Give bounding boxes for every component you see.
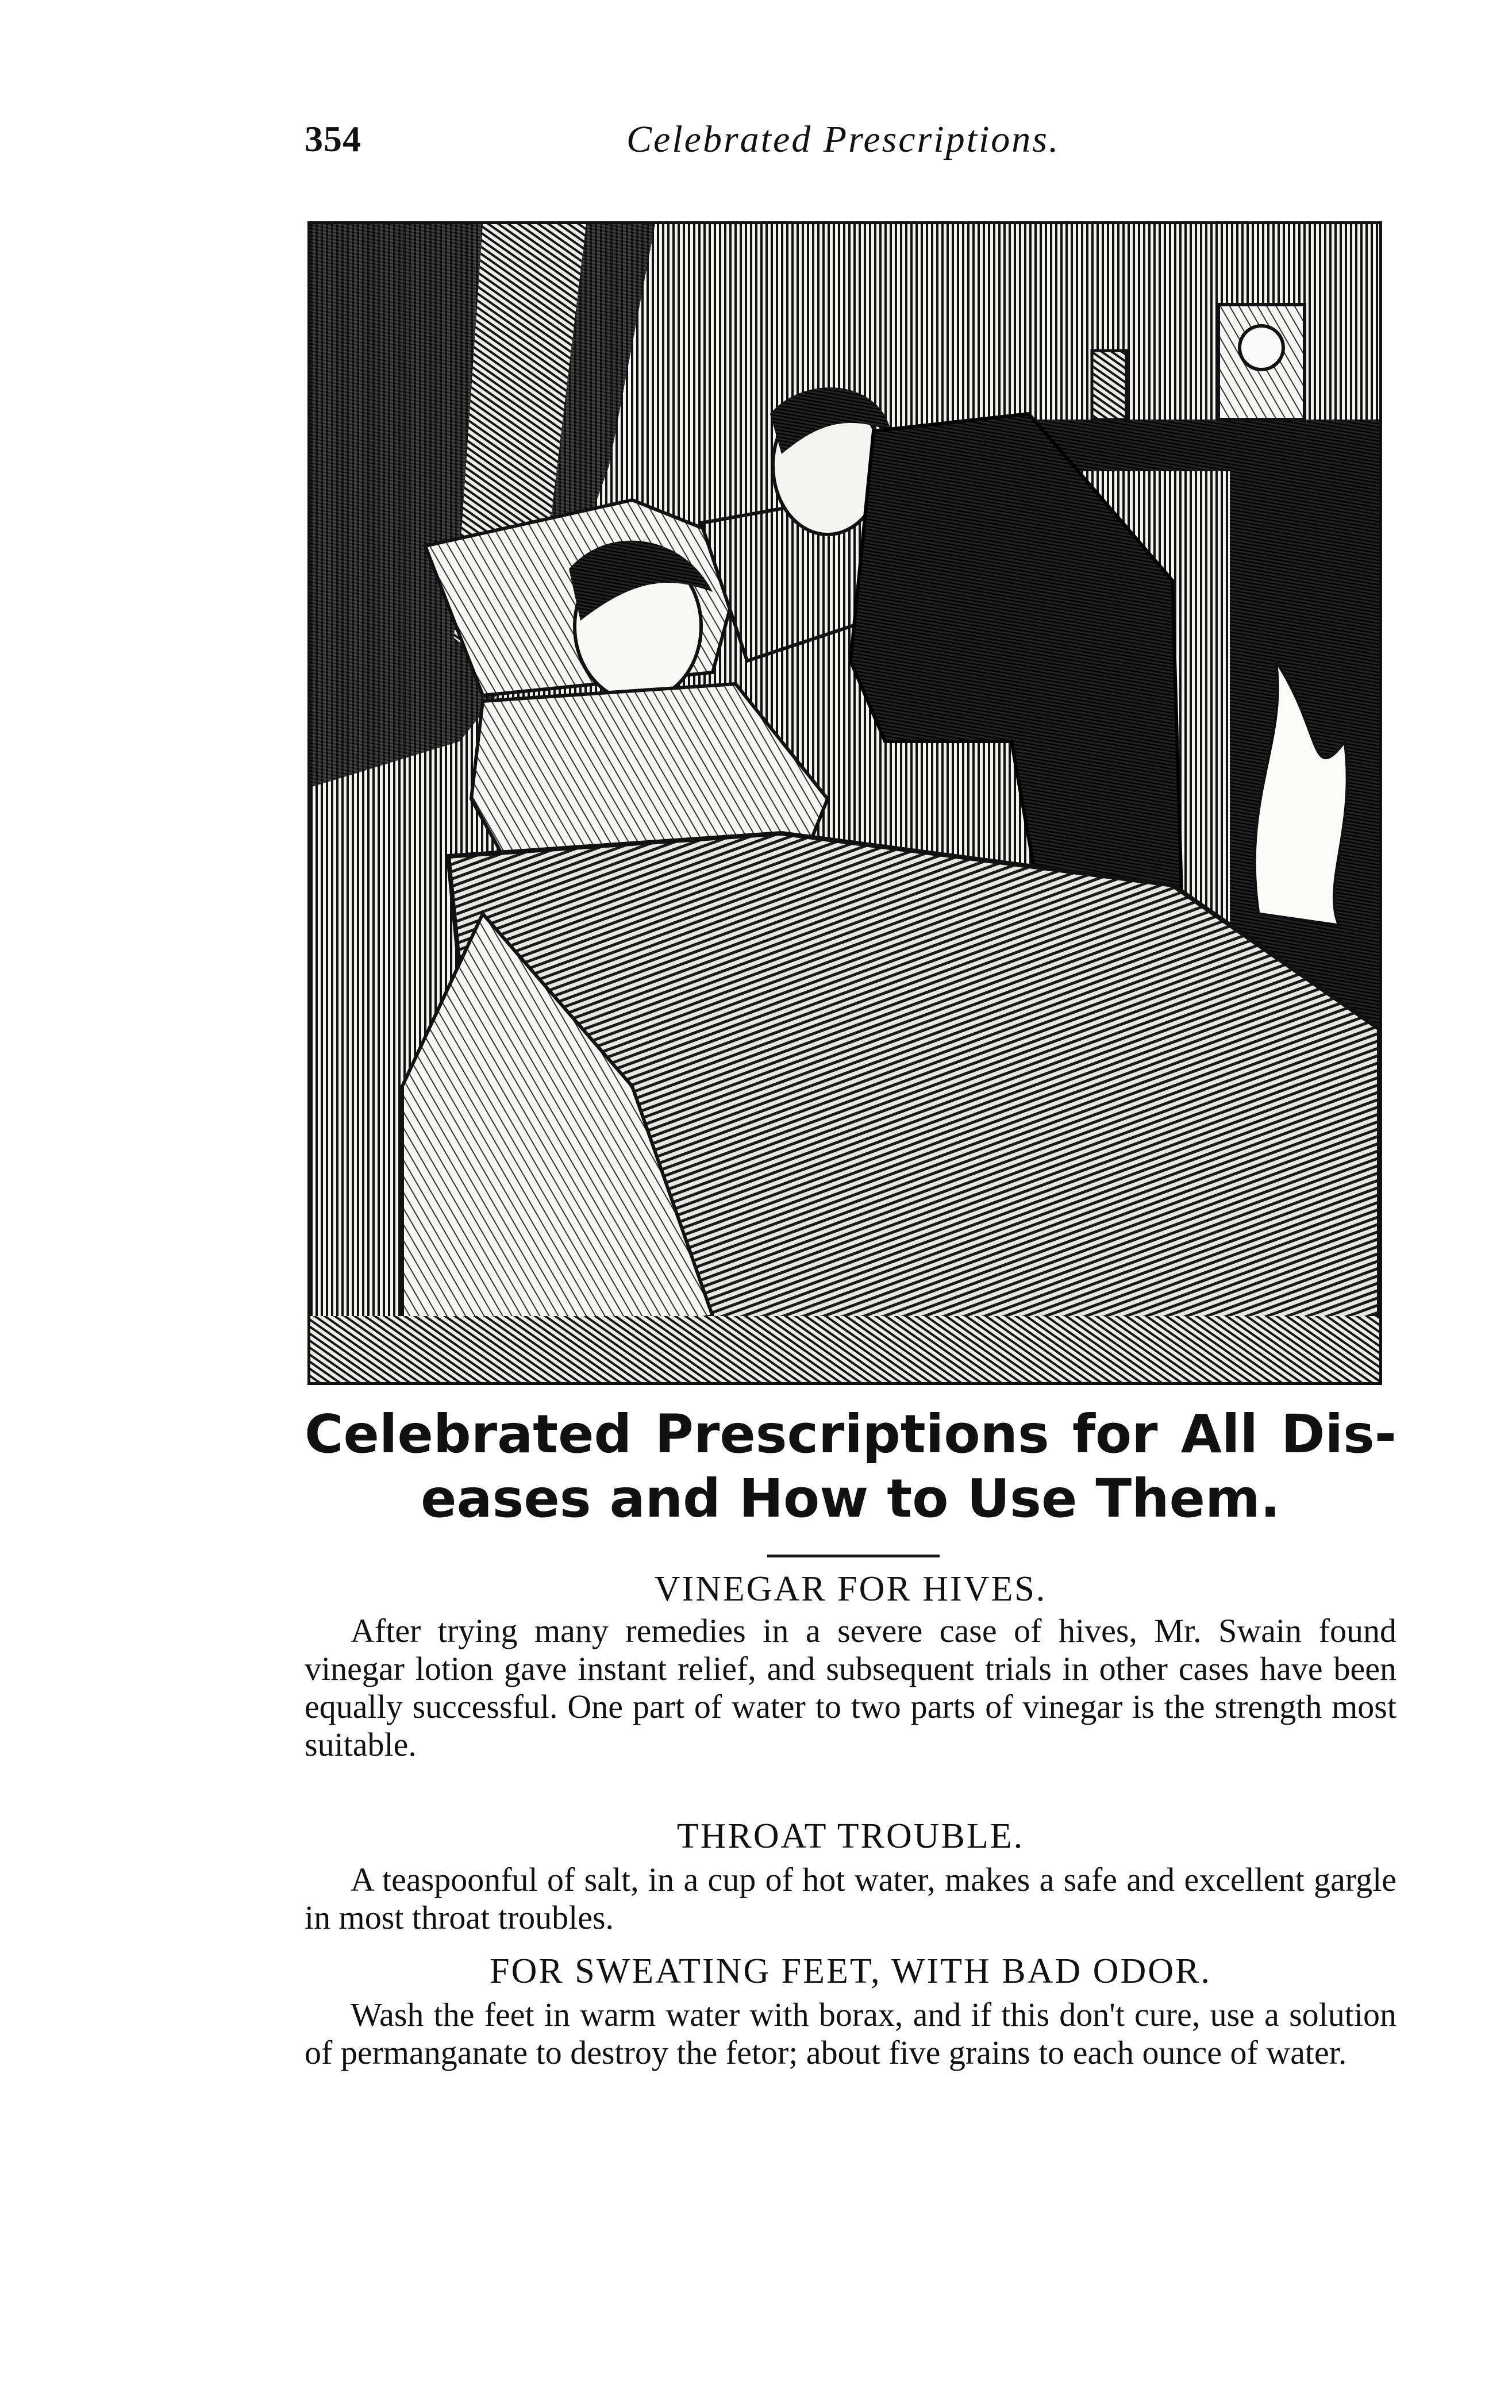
heading-line-1: Celebrated Prescriptions for All Dis- bbox=[305, 1403, 1396, 1465]
section-body-sweating-feet: Wash the feet in warm water with borax, and if this don't cure, use a solution of permanganate to destroy the fetor; about five grains to each ounce of water. bbox=[305, 1996, 1396, 2071]
section-title-vinegar-for-hives: VINEGAR FOR HIVES. bbox=[654, 1570, 1047, 1609]
section-title-sweating-feet: FOR SWEATING FEET, WITH BAD ODOR. bbox=[490, 1952, 1211, 1991]
sickbed-illustration bbox=[307, 221, 1382, 1385]
heading-line-2: eases and How to Use Them. bbox=[421, 1468, 1280, 1529]
running-title: Celebrated Prescriptions. bbox=[626, 118, 1060, 160]
section-body-throat-trouble: A teaspoonful of salt, in a cup of hot water, makes a safe and excellent gargle in most throat troubles. bbox=[305, 1861, 1396, 1936]
section-body-vinegar-for-hives: After trying many remedies in a severe case of hives, Mr. Swain found vinegar lotion gave instant relief, and subsequent trials in other cases have been equally successful. One part of water to two parts of vinegar is the strength most suitable. bbox=[305, 1612, 1396, 1763]
article-heading bbox=[305, 1402, 1396, 1531]
page-number: 354 bbox=[305, 118, 361, 159]
divider-rule bbox=[767, 1555, 940, 1557]
running-head bbox=[305, 118, 1391, 170]
section-title-throat-trouble: THROAT TROUBLE. bbox=[676, 1817, 1025, 1856]
sickbed-engraving-icon bbox=[310, 224, 1379, 1382]
